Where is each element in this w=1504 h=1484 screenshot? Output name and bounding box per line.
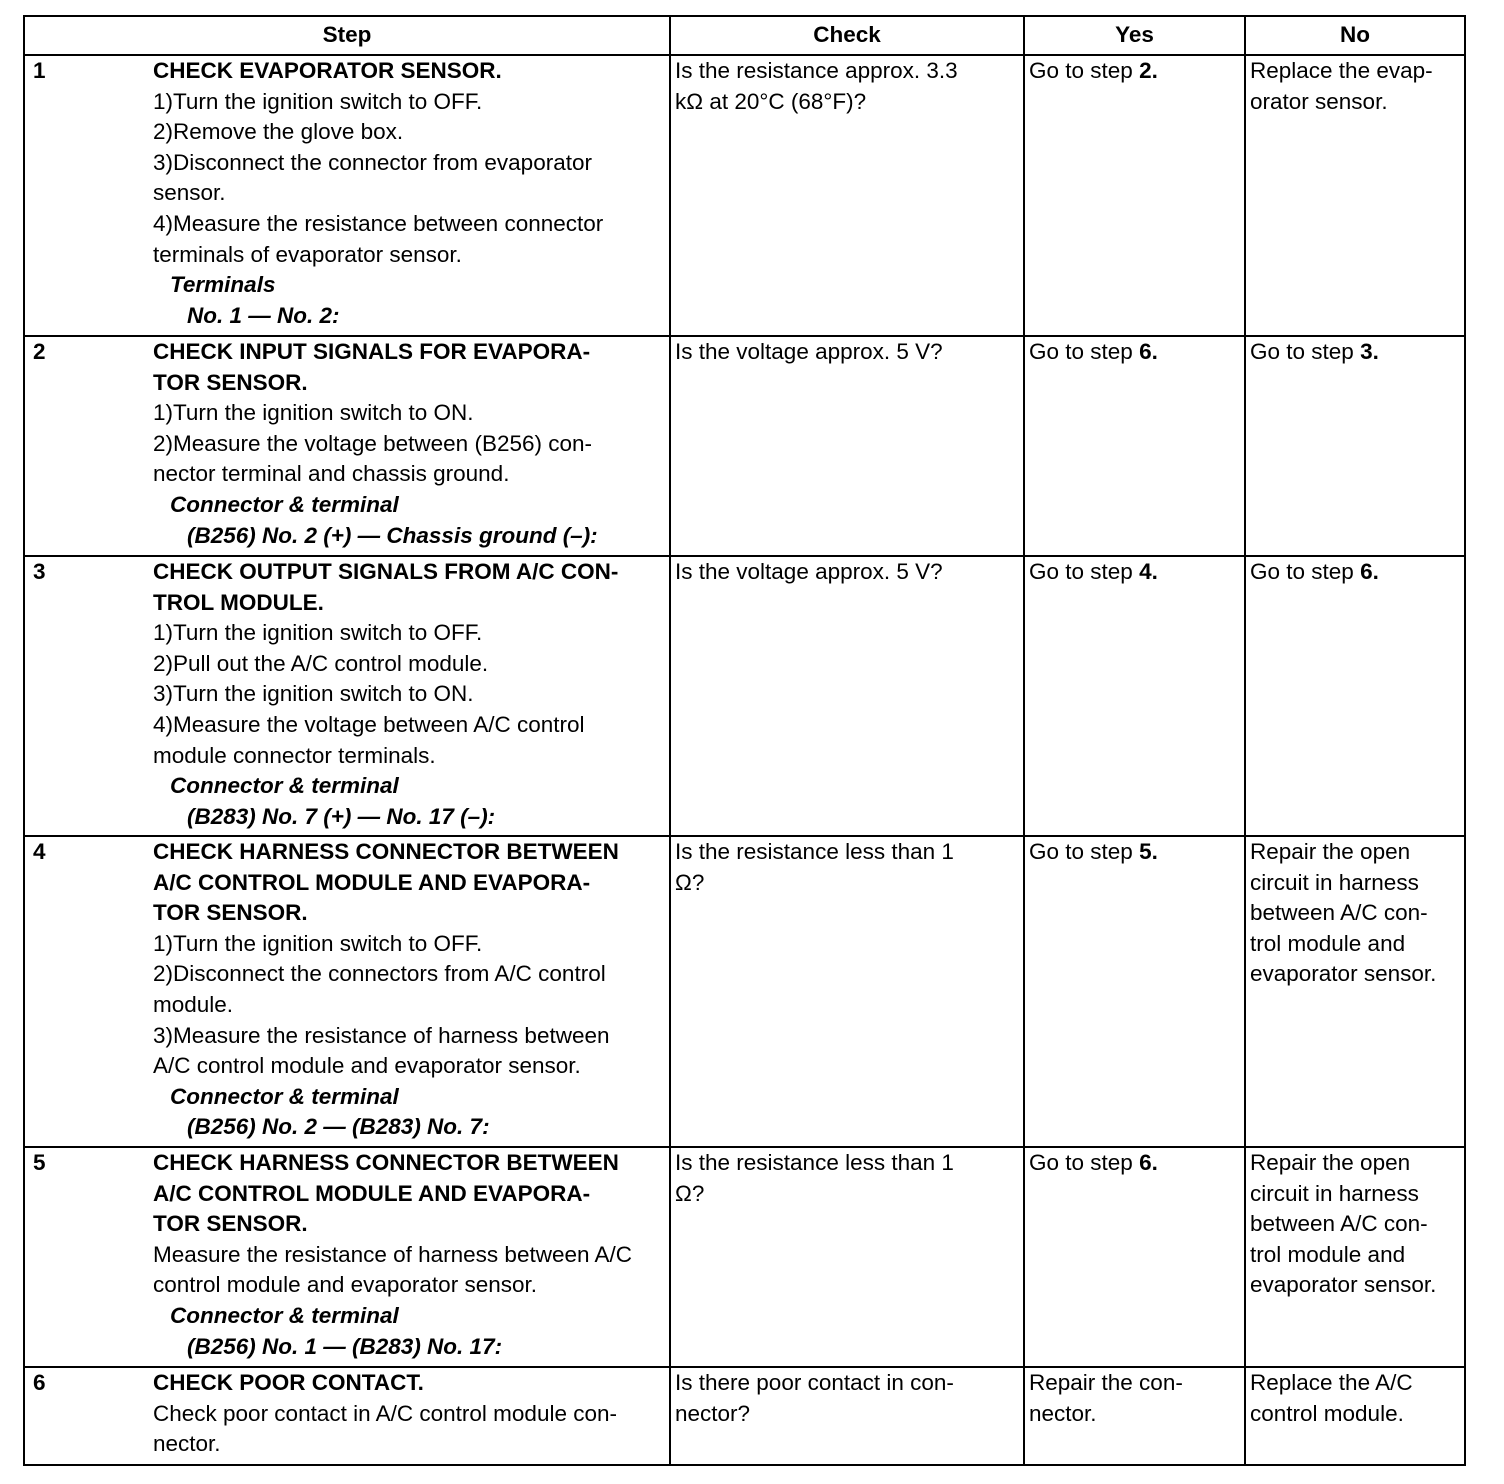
no-cell xyxy=(1245,1367,1465,1465)
yes-cell xyxy=(1024,836,1245,1147)
no-cell xyxy=(1245,836,1465,1147)
step-instruction: 3)Turn the ignition switch to ON. xyxy=(153,681,474,707)
header-row xyxy=(24,16,1465,55)
step-instruction: 1)Turn the ignition switch to ON. xyxy=(153,400,474,426)
step-title: TOR SENSOR. xyxy=(153,900,308,926)
no-cell xyxy=(1245,1147,1465,1367)
step-number: 2 xyxy=(33,339,46,364)
step-cell-inner xyxy=(29,837,665,1143)
step-instruction: 4)Measure the resistance between connector xyxy=(153,210,604,236)
step-instruction: 2)Measure the voltage between (B256) con- xyxy=(153,430,593,456)
check-text: nector? xyxy=(675,1400,751,1426)
yes-goto xyxy=(1029,837,1240,868)
step-cell xyxy=(24,1367,670,1465)
step-title: CHECK POOR CONTACT. xyxy=(153,1370,424,1395)
yes-text: Repair the con- xyxy=(1029,1370,1183,1395)
step-instruction: A/C control module and evaporator sensor. xyxy=(153,1053,581,1079)
step-instruction: Check poor contact in A/C control module con- xyxy=(153,1400,617,1426)
step-instruction: module connector terminals. xyxy=(153,742,436,768)
yes-goto-text: Go to step xyxy=(1029,339,1140,364)
no-text: orator sensor. xyxy=(1250,88,1388,114)
step-cell xyxy=(24,336,670,556)
table-row xyxy=(24,836,1465,1147)
check-cell xyxy=(670,336,1024,556)
no-text: evaporator sensor. xyxy=(1250,1272,1437,1298)
yes-goto-text: Go to step xyxy=(1029,559,1140,584)
yes-goto xyxy=(1029,337,1240,368)
no-text: circuit in harness xyxy=(1250,869,1419,895)
yes-cell xyxy=(1024,1367,1245,1465)
no-text: Replace the evap- xyxy=(1250,58,1433,83)
check-text: Is the resistance less than 1 xyxy=(675,1150,954,1175)
yes-goto-text: Go to step xyxy=(1029,1150,1140,1175)
check-text: Is the resistance approx. 3.3 xyxy=(675,58,958,83)
step-instruction: nector. xyxy=(153,1431,221,1457)
no-text: trol module and xyxy=(1250,930,1406,956)
check-cell xyxy=(670,1147,1024,1367)
step-body xyxy=(153,1148,665,1362)
step-cell-inner xyxy=(29,1148,665,1362)
header-check: Check xyxy=(670,16,1024,55)
no-text: circuit in harness xyxy=(1250,1180,1419,1206)
step-body xyxy=(153,557,665,832)
step-cell xyxy=(24,836,670,1147)
yes-goto-text: Go to step xyxy=(1029,839,1140,864)
step-instruction: 1)Turn the ignition switch to OFF. xyxy=(153,930,483,956)
step-instruction: 3)Measure the resistance of harness between xyxy=(153,1022,610,1048)
check-text: Is the voltage approx. 5 V? xyxy=(675,559,943,584)
step-number: 5 xyxy=(33,1150,46,1175)
diagnostic-table xyxy=(23,15,1466,1466)
no-goto-text: Go to step xyxy=(1250,559,1361,584)
check-text: kΩ at 20°C (68°F)? xyxy=(675,88,867,114)
step-instruction: 4)Measure the voltage between A/C control xyxy=(153,711,585,737)
step-instruction: sensor. xyxy=(153,180,226,206)
step-instruction: 2)Disconnect the connectors from A/C control xyxy=(153,961,606,987)
no-text: evaporator sensor. xyxy=(1250,961,1437,987)
step-spec-label: Connector & terminal xyxy=(170,1083,399,1109)
yes-goto xyxy=(1029,1148,1240,1179)
step-body xyxy=(153,1368,665,1460)
table-row xyxy=(24,1367,1465,1465)
yes-cell xyxy=(1024,336,1245,556)
step-instruction: 2)Remove the glove box. xyxy=(153,119,404,145)
step-spec-value: No. 1 — No. 2: xyxy=(187,302,340,328)
step-body xyxy=(153,337,665,551)
step-body xyxy=(153,56,665,331)
step-instruction: module. xyxy=(153,991,234,1017)
table-row xyxy=(24,556,1465,836)
table-row xyxy=(24,1147,1465,1367)
step-spec-label: Connector & terminal xyxy=(170,773,399,799)
step-title: TOR SENSOR. xyxy=(153,369,308,395)
step-instruction: 1)Turn the ignition switch to OFF. xyxy=(153,88,483,114)
step-title: A/C CONTROL MODULE AND EVAPORA- xyxy=(153,1180,591,1206)
yes-cell xyxy=(1024,1147,1245,1367)
check-cell xyxy=(670,556,1024,836)
step-title: A/C CONTROL MODULE AND EVAPORA- xyxy=(153,869,591,895)
no-text: between A/C con- xyxy=(1250,1211,1428,1237)
no-goto-step: 6. xyxy=(1360,559,1379,584)
step-title: TOR SENSOR. xyxy=(153,1211,308,1237)
step-number: 1 xyxy=(33,58,46,83)
header-yes: Yes xyxy=(1024,16,1245,55)
step-instruction: 2)Pull out the A/C control module. xyxy=(153,650,489,676)
check-cell xyxy=(670,55,1024,336)
yes-text: nector. xyxy=(1029,1400,1097,1426)
no-cell xyxy=(1245,55,1465,336)
no-goto xyxy=(1250,557,1460,588)
no-goto-text: Go to step xyxy=(1250,339,1361,364)
yes-goto-step: 6. xyxy=(1139,339,1158,364)
step-cell-inner xyxy=(29,56,665,331)
table-row xyxy=(24,55,1465,336)
step-spec-label: Connector & terminal xyxy=(170,1302,399,1328)
check-text: Is the voltage approx. 5 V? xyxy=(675,339,943,364)
step-spec-label: Terminals xyxy=(170,272,276,298)
check-cell xyxy=(670,836,1024,1147)
yes-cell xyxy=(1024,55,1245,336)
step-title: CHECK HARNESS CONNECTOR BETWEEN xyxy=(153,1150,619,1175)
step-spec-value: (B256) No. 2 (+) — Chassis ground (–): xyxy=(187,522,598,548)
step-cell xyxy=(24,556,670,836)
header-no: No xyxy=(1245,16,1465,55)
step-instruction: 1)Turn the ignition switch to OFF. xyxy=(153,620,483,646)
check-text: Ω? xyxy=(675,869,705,895)
yes-goto-step: 6. xyxy=(1139,1150,1158,1175)
no-text: Replace the A/C xyxy=(1250,1370,1413,1395)
step-cell-inner xyxy=(29,1368,665,1460)
check-cell xyxy=(670,1367,1024,1465)
yes-goto xyxy=(1029,56,1240,87)
step-title: TROL MODULE. xyxy=(153,589,324,615)
step-instruction: control module and evaporator sensor. xyxy=(153,1272,537,1298)
step-instruction: terminals of evaporator sensor. xyxy=(153,241,462,267)
yes-cell xyxy=(1024,556,1245,836)
step-title: CHECK EVAPORATOR SENSOR. xyxy=(153,58,502,83)
check-text: Is there poor contact in con- xyxy=(675,1370,954,1395)
step-number: 6 xyxy=(33,1370,46,1395)
step-cell-inner xyxy=(29,337,665,551)
check-text: Is the resistance less than 1 xyxy=(675,839,954,864)
no-text: control module. xyxy=(1250,1400,1404,1426)
no-cell xyxy=(1245,556,1465,836)
step-cell-inner xyxy=(29,557,665,832)
no-text: Repair the open xyxy=(1250,1150,1411,1175)
step-cell xyxy=(24,1147,670,1367)
step-number: 4 xyxy=(33,839,46,864)
step-body xyxy=(153,837,665,1143)
yes-goto-step: 4. xyxy=(1139,559,1158,584)
table-body xyxy=(24,55,1465,1465)
step-spec-label: Connector & terminal xyxy=(170,491,399,517)
step-spec-value: (B256) No. 2 — (B283) No. 7: xyxy=(187,1114,490,1140)
step-title: CHECK OUTPUT SIGNALS FROM A/C CON- xyxy=(153,559,619,584)
step-cell xyxy=(24,55,670,336)
yes-goto-text: Go to step xyxy=(1029,58,1140,83)
step-title: CHECK HARNESS CONNECTOR BETWEEN xyxy=(153,839,619,864)
step-number: 3 xyxy=(33,559,46,584)
no-text: Repair the open xyxy=(1250,839,1411,864)
no-cell xyxy=(1245,336,1465,556)
yes-goto xyxy=(1029,557,1240,588)
step-title: CHECK INPUT SIGNALS FOR EVAPORA- xyxy=(153,339,591,364)
header-step: Step xyxy=(24,16,670,55)
no-goto xyxy=(1250,337,1460,368)
no-text: between A/C con- xyxy=(1250,900,1428,926)
no-goto-step: 3. xyxy=(1360,339,1379,364)
yes-goto-step: 2. xyxy=(1139,58,1158,83)
check-text: Ω? xyxy=(675,1180,705,1206)
step-spec-value: (B256) No. 1 — (B283) No. 17: xyxy=(187,1333,503,1359)
step-instruction: nector terminal and chassis ground. xyxy=(153,461,510,487)
yes-goto-step: 5. xyxy=(1139,839,1158,864)
step-instruction: Measure the resistance of harness between A/C xyxy=(153,1241,633,1267)
step-spec-value: (B283) No. 7 (+) — No. 17 (–): xyxy=(187,803,496,829)
table-row xyxy=(24,336,1465,556)
no-text: trol module and xyxy=(1250,1241,1406,1267)
step-instruction: 3)Disconnect the connector from evaporator xyxy=(153,149,592,175)
